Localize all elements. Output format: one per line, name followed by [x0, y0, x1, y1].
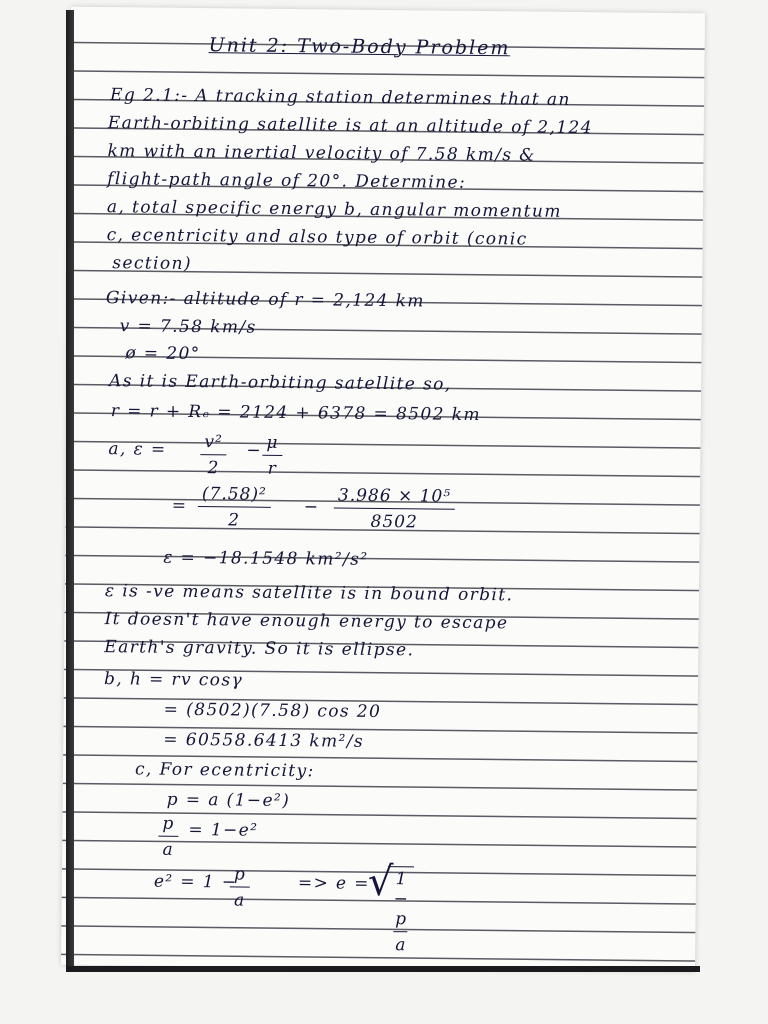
fraction-denominator: a [233, 890, 246, 911]
velocity-squared-fraction [198, 484, 271, 531]
equals-sign: = [171, 495, 188, 516]
implies-e-equals: => e = [297, 873, 370, 894]
fraction-numerator: v² [200, 432, 227, 455]
fraction-numerator: (7.58)² [198, 484, 271, 508]
e-squared-fraction [230, 864, 250, 910]
radius-calculation: r = r + Rₑ = 2124 + 6378 = 8502 km [110, 401, 482, 426]
energy-term-kinetic [200, 432, 227, 478]
page-bottom-edge [66, 966, 700, 972]
fraction-denominator: a [162, 839, 174, 860]
one-minus-e-squared: = 1−e² [188, 819, 259, 841]
fraction-numerator: μ [262, 433, 282, 456]
fraction-denominator: 8502 [370, 511, 418, 533]
problem-line-5: a, total specific energy b, angular momentum [106, 197, 562, 222]
e-squared-lhs: e² = 1 − [153, 871, 238, 893]
notebook-page [61, 7, 705, 972]
fraction-numerator: p [230, 864, 250, 887]
problem-line-1: Eg 2.1:- A tracking station determines that an [110, 85, 571, 110]
energy-result: ε = −18.1548 km²/s² [163, 547, 369, 570]
explanation-line-1: ε is -ve means satellite is in bound orbit. [104, 581, 514, 606]
given-angle: ø = 20° [125, 343, 201, 365]
fraction-numerator: 3.986 × 10⁵ [334, 485, 455, 509]
problem-line-7: section) [112, 253, 193, 274]
semi-latus-relation: p = a (1−e²) [166, 789, 291, 812]
fraction-denominator: r [267, 458, 277, 479]
fraction-numerator: p [158, 814, 178, 837]
given-statement: As it is Earth-orbiting satellite so, [109, 371, 452, 395]
energy-term-potential [262, 433, 283, 479]
problem-line-6: c, ecentricity and also type of orbit (conic [106, 225, 528, 250]
part-c-heading: c, For ecentricity: [134, 759, 315, 782]
problem-line-4: flight-path angle of 20°. Determine: [107, 169, 467, 193]
part-b-substitution: = (8502)(7.58) cos 20 [163, 699, 382, 722]
problem-line-3: km with an inertial velocity of 7.58 km/s & [107, 141, 536, 166]
radical-sign: √ [367, 858, 394, 906]
part-b-formula: b, h = rv cosγ [103, 669, 244, 691]
explanation-line-3: Earth's gravity. So it is ellipse. [104, 637, 415, 661]
part-a-label: a, ε = [108, 439, 167, 460]
fraction-numerator: 1 − p [393, 869, 408, 932]
part-b-result: = 60558.6413 km²/s [163, 729, 365, 752]
p-over-a-fraction [158, 814, 178, 860]
problem-line-2: Earth-orbiting satellite is at an altitude of 2,124 [107, 113, 594, 139]
page-title: Unit 2: Two-Body Problem [208, 34, 511, 60]
fraction-denominator: 2 [228, 510, 241, 531]
fraction-denominator: a [395, 935, 406, 956]
given-line-1: Given:- altitude of r = 2,124 km [105, 288, 425, 312]
given-velocity: v = 7.58 km/s [119, 316, 257, 338]
fraction-denominator: 2 [207, 458, 220, 479]
radicand [387, 866, 414, 955]
mu-over-r-fraction [334, 485, 456, 532]
notebook-binding-edge [66, 10, 74, 968]
minus-sign: − [246, 440, 263, 461]
minus-sign: − [303, 497, 320, 518]
explanation-line-2: It doesn't have enough energy to escape [104, 609, 509, 634]
